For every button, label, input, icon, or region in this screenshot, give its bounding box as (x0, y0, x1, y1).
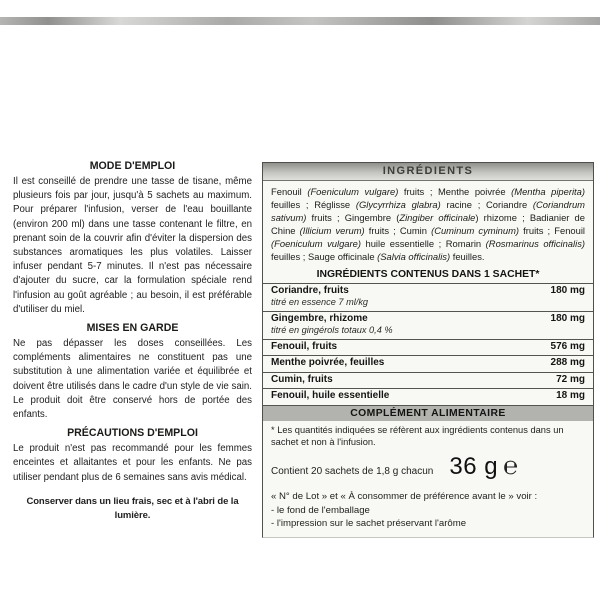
table-row (263, 311, 593, 339)
net-contents-row (263, 449, 593, 481)
usage-panel (13, 160, 252, 523)
ingredient-amount: 288 mg (550, 357, 585, 369)
lot-info (263, 481, 593, 538)
ingredients-table (263, 283, 593, 405)
table-row (263, 339, 593, 356)
table-row (263, 388, 593, 405)
mode-emploi-heading: MODE D'EMPLOI (89, 160, 176, 172)
ingredient-name: Fenouil, huile essentielle (271, 390, 390, 402)
ingredients-panel (262, 162, 594, 538)
mode-emploi-text: Il est conseillé de prendre une tasse de tisane, même plusieurs fois par jour, jusqu'à 5 sachets au maximum. Pour préparer l'infusion, verser de l'eau bouillante (environ 200 ml) dans une tasse contenant le filtre, en prenant soin de la couvrir afin d'éviter la dispersion des substances aromatiques les plus volatiles. Laisser infuser pendant 5-7 minutes. Il n'est pas nécessaire d'ajouter du sucre, car la formulation spéciale rend l'infusion au goût agréable ; au besoin, il est préférable d'utiliser du miel. (13, 176, 252, 315)
ingredient-note: titré en gingérols totaux 0,4 % (271, 325, 393, 336)
lot-line: - le fond de l'emballage (271, 504, 370, 516)
ingredient-name: Fenouil, fruits (271, 340, 338, 352)
lot-line: « N° de Lot » et « À consommer de préférence avant le » voir : (271, 490, 538, 502)
ingredient-amount: 180 mg (550, 284, 585, 296)
storage-note: Conserver dans un lieu frais, sec et à l'abri de la lumière. (26, 495, 239, 522)
precautions-text: Le produit n'est pas recommandé pour les femmes enceintes et allaitantes et pour les enfants. Ne pas utiliser pendant plus de 6 semaines sans avis médical. (13, 443, 252, 483)
net-weight: 36 g (449, 452, 499, 480)
mises-en-garde-text: Ne pas dépasser les doses conseillées. Les compléments alimentaires ne constituent pas une substitution à une alimentation variée et équilibrée et doivent être utilisés dans le cadre d'un style de vie sain. Le produit doit être conservé hors de portée des enfants. (13, 338, 252, 421)
table-row (263, 355, 593, 372)
table-row (263, 372, 593, 389)
ingredient-amount: 18 mg (556, 390, 585, 402)
ingredient-amount: 72 mg (556, 373, 585, 385)
lot-line: - l'impression sur le sachet préservant l'arôme (271, 518, 467, 530)
ingredient-note: titré en essence 7 ml/kg (271, 297, 369, 308)
sachet-footnote: * Les quantités indiquées se réfèrent aux ingrédients contenus dans un sachet et non à l'infusion. (271, 424, 564, 448)
ingredients-paragraph: Fenouil (Foeniculum vulgare) fruits ; Menthe poivrée (Mentha piperita) feuilles ; Réglisse (Glycyrrhiza glabra) racine ; Coriandre (Coriandrum sativum) fruits ; Gingembre (Zingiber officinale) rhizome ; Badianier de Chine (Illicium verum) fruits ; Cumin (Cuminum cyminum) fruits ; Fenouil (Foeniculum vulgare) huile essentielle ; Romarin (Rosmarinus officinalis) feuilles ; Sauge officinale (Salvia officinalis) feuilles. (271, 186, 586, 263)
ingredient-name: Coriandre, fruits (271, 284, 349, 296)
estimated-sign-icon: ℮ (503, 451, 519, 480)
per-sachet-heading: INGRÉDIENTS CONTENUS DANS 1 SACHET* (316, 268, 540, 280)
ingredients-header-bar: INGRÉDIENTS (263, 163, 593, 181)
table-row (263, 283, 593, 311)
ingredient-name: Menthe poivrée, feuilles (271, 357, 385, 369)
ingredient-name: Gingembre, rhizome (271, 312, 368, 324)
precautions-heading: PRÉCAUTIONS D'EMPLOI (67, 427, 198, 440)
supplement-header-bar: COMPLÉMENT ALIMENTAIRE (263, 405, 593, 421)
contents-text: Contient 20 sachets de 1,8 g chacun (271, 465, 434, 477)
ingredient-amount: 576 mg (550, 340, 585, 352)
ingredient-name: Cumin, fruits (271, 373, 333, 385)
mises-en-garde-heading: MISES EN GARDE (86, 322, 179, 335)
ingredient-amount: 180 mg (550, 312, 585, 324)
metallic-top-strip (0, 17, 600, 25)
